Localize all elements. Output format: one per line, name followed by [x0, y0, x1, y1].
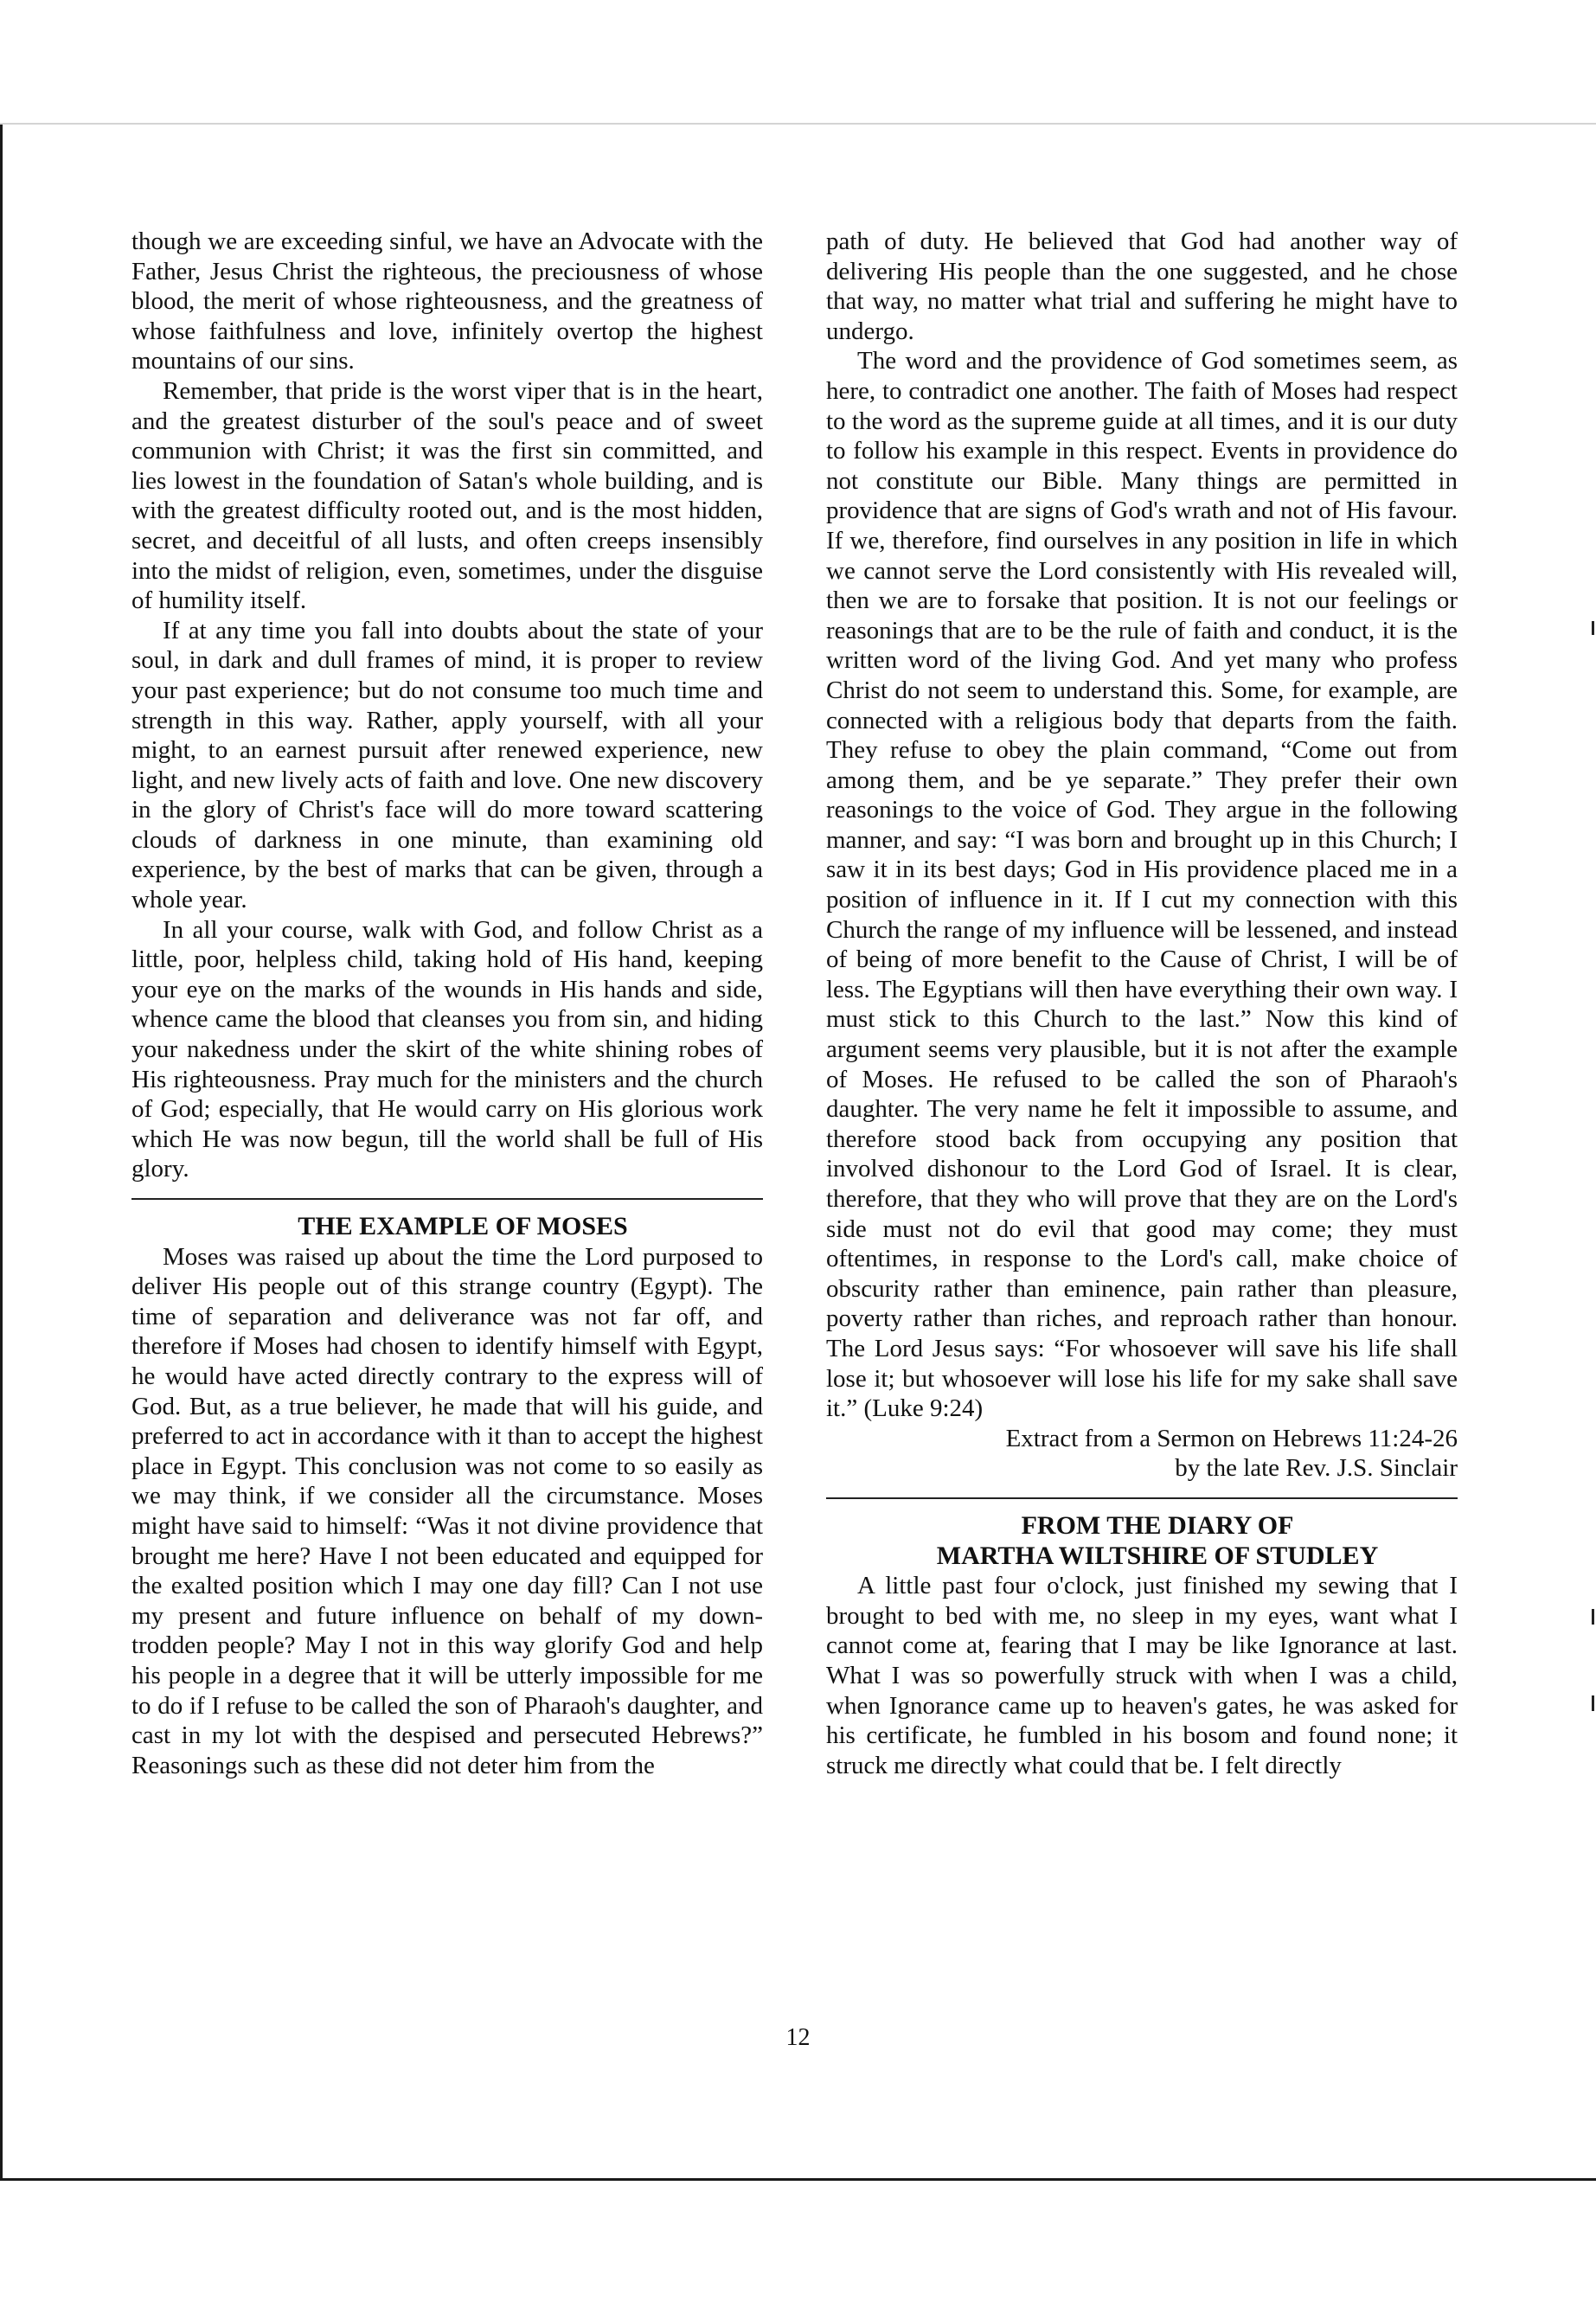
scan-margin-mark: [1592, 1609, 1594, 1625]
section-divider: [826, 1497, 1458, 1499]
scan-top-margin: [0, 0, 1596, 125]
scan-margin-mark: [1592, 621, 1594, 635]
section-heading: MARTHA WILTSHIRE OF STUDLEY: [936, 1541, 1379, 1570]
scan-left-border: [0, 125, 3, 2180]
attribution-source: Extract from a Sermon on Hebrews 11:24-26: [1005, 1424, 1458, 1452]
left-column: [131, 227, 763, 1780]
body-paragraph: path of duty. He believed that God had another way of delivering His people than the one suggested, and he chose that way, no matter what trial and suffering he might have to undergo.: [826, 228, 1458, 345]
scan-bottom-rule: [0, 2178, 1596, 2181]
body-paragraph: though we are exceeding sinful, we have an Advocate with the Father, Jesus Christ the righteous, the preciousness of whose blood, the merit of whose righteousness, and the greatness of whose faithfulness and love, infinitely overtop the highest mountains of our sins.: [131, 228, 763, 375]
body-paragraph: If at any time you fall into doubts about the state of your soul, in dark and dull frames of mind, it is proper to review your past experience; but do not consume too much time and strength in this way. Rather, apply yourself, with all your might, to an earnest pursuit after renewed experience, new light, and new lively acts of faith and love. One new discovery in the glory of Christ's face will do more toward scattering clouds of darkness in one minute, than examining old experience, by the best of marks that can be given, through a whole year.: [131, 616, 763, 914]
section-heading: FROM THE DIARY OF: [1021, 1510, 1294, 1540]
scan-margin-mark: [1592, 1695, 1594, 1711]
body-paragraph: In all your course, walk with God, and follow Christ as a little, poor, helpless child, taking hold of His hand, keeping your eye on the marks of the wounds in His hands and side, whence came the blood that cleanses you from sin, and hiding your nakedness under the skirt of the white shining robes of His righteousness. Pray much for the ministers and the church of God; especially, that He would carry on His glorious work which He was now begun, till the world shall be full of His glory.: [131, 915, 763, 1183]
section-heading: THE EXAMPLE OF MOSES: [298, 1212, 628, 1240]
body-paragraph: A little past four o'clock, just finished my sewing that I brought to bed with me, no sleep in my eyes, want what I cannot come at, fearing that I may be like Ignorance at last. What I was so powerfully struck with when I was a child, when Ignorance came up to heaven's gates, he was asked for his certificate, he fumbled in his bosom and found none; it struck me directly what could that be. I felt directly: [826, 1572, 1458, 1779]
right-column: [826, 227, 1458, 1780]
section-divider: [131, 1198, 763, 1200]
body-paragraph: Remember, that pride is the worst viper that is in the heart, and the greatest disturber of the soul's peace and of sweet communion with Christ; it was the first sin committed, and lies lowest in the foundation of Satan's whole building, and is with the greatest difficulty rooted out, and is the most hidden, secret, and deceitful of all lusts, and often creeps insensibly into the midst of religion, even, sometimes, under the disguise of humility itself.: [131, 376, 763, 615]
page-number: 12: [785, 2024, 811, 2051]
body-paragraph: Moses was raised up about the time the Lord purposed to deliver His people out of this strange country (Egypt). The time of separation and deliverance was not far off, and therefore if Moses had chosen to identify himself with Egypt, he would have acted directly contrary to the express will of God. But, as a true believer, he made that will his guide, and preferred to act in accordance with it than to accept the highest place in Egypt. This conclusion was not come to so easily as we may think, if we consider all the circumstance. Moses might have said to himself: “Was it not divine providence that brought me here? Have I not been educated and equipped for the exalted position which I may one day fill? Can I not use my present and future influence on behalf of my down-trodden people? May I not in this way glorify God and help his people in a degree that it will be utterly impossible for me to do if I refuse to be called the son of Pharaoh's daughter, and cast in my lot with the despised and persecuted Hebrews?” Reasonings such as these did not deter him from the: [131, 1242, 763, 1779]
attribution-author: by the late Rev. J.S. Sinclair: [1175, 1454, 1458, 1483]
body-paragraph: The word and the providence of God sometimes seem, as here, to contradict one another. The faith of Moses had respect to the word as the supreme guide at all times, and it is our duty to follow his example in this respect. Events in providence do not constitute our Bible. Many things are permitted in providence that are signs of God's wrath and not of His favour. If we, therefore, find ourselves in any position in life in which we cannot serve the Lord consistently with His revealed will, then we are to forsake that position. It is not our feelings or reasonings that are to be the rule of faith and conduct, it is the written word of the living God. And yet many who profess Christ do not seem to understand this. Some, for example, are connected with a religious body that departs from the faith. They refuse to obey the plain command, “Come out from among them, and be ye separate.” They prefer their own reasonings to the voice of God. They argue in the following manner, and say: “I was born and brought up in this Church; I saw it in its best days; God in His providence placed me in a position of influence in it. If I cut my connection with this Church the range of my influence will be lessened, and instead of being of more benefit to the Cause of Christ, I will be of less. The Egyptians will then have everything their own way. I must stick to this Church to the last.” Now this kind of argument seems very plausible, but it is not after the example of Moses. He refused to be called the son of Pharaoh's daughter. The very name he felt it impossible to assume, and therefore stood back from occupying any position that involved dishonour to the Lord God of Israel. It is clear, therefore, that they who will prove that they are on the Lord's side must not do evil that good may come; they must oftentimes, in response to the Lord's call, make choice of obscurity rather than eminence, pain rather than pleasure, poverty rather than riches, and reproach rather than honour. The Lord Jesus says: “For whosoever will save his life shall lose it; but whosoever will lose his life for my sake shall save it.” (Luke 9:24): [826, 347, 1458, 1423]
